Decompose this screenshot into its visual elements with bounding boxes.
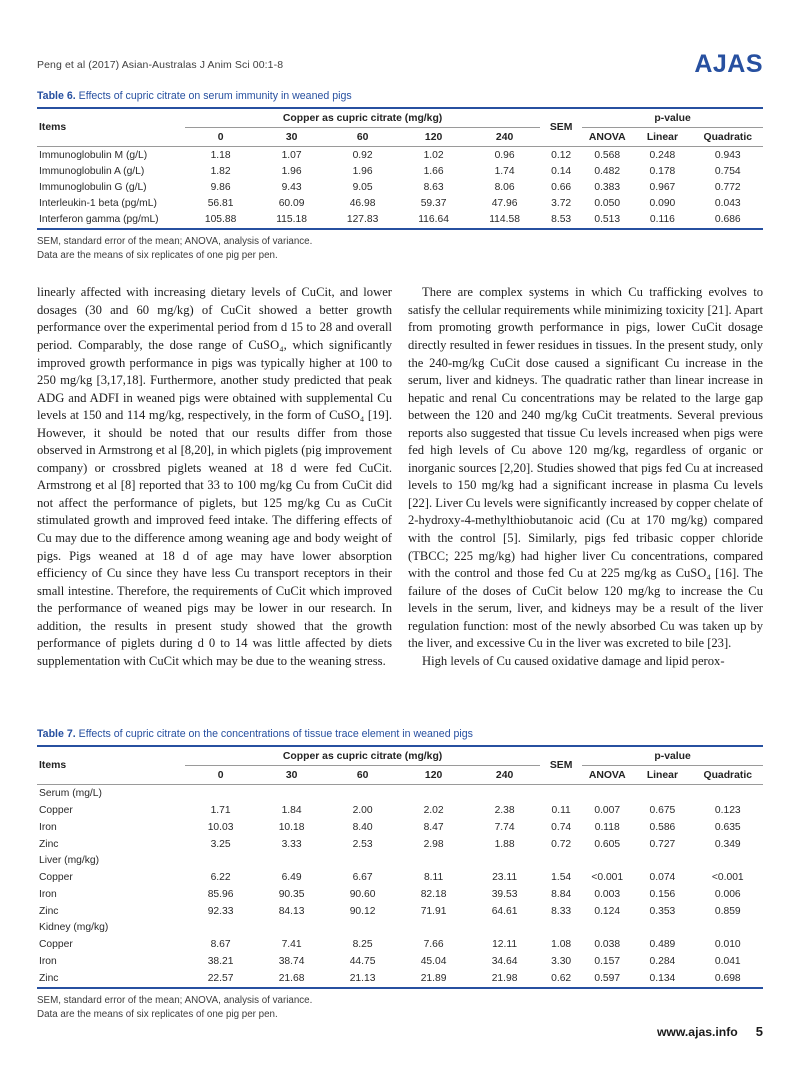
value-cell: 21.98 — [491, 972, 518, 984]
value-cell: 90.12 — [349, 905, 376, 917]
value-cell: 46.98 — [349, 198, 376, 210]
table7-header-row-1 — [37, 746, 763, 766]
table-group-row — [37, 852, 763, 869]
paragraph: There are complex systems in which Cu trafficking evolves to satisfy the cellular requirements while minimizing toxicity [21]. Apart from promoting growth performance in pigs, lower CuCit dosage directly resulted in fewer residues in tissues. In the present study, only the 240-mg/kg CuCit dose caused a significant Cu increase in the serum, liver and kidneys. The quadratic rather than linear increase in hepatic and renal Cu concentrations may be related to the large gap between the 120 and 240 mg/kg CuCit treatments. Several previous reports also suggested that tissue Cu levels increased when pigs were fed high levels of Cu above 120 mg/kg, regardless of organic or inorganic sources [2,20]. Studies showed that pigs fed Cu at increased levels to 150 mg/kg had a significant increase in plasma Cu levels [22]. Liver Cu levels were significantly increased by copper chelate of 2-hydroxy-4-methylthiobutanoic acid (Cu at 170 mg/kg) compared with the control [5]. Similarly, pigs fed tribasic copper chloride (TBCC; 225 mg/kg) had higher liver Cu concentrations, compared with the control and those fed Cu at 225 mg/kg as CuSO₄ [16]. The failure of the doses of CuCit below 120 mg/kg to increase the Cu levels in the serum, liver, and kidneys may be a result of the liver regulation function: most of the newly absorbed Cu was taken up by the liver, and excessive Cu in the liver was excreted to bile [23]. — [408, 285, 763, 651]
value-cell: 0.353 — [649, 905, 676, 917]
value-cell: 0.92 — [352, 149, 373, 161]
value-cell: 0.72 — [551, 838, 572, 850]
value-cell: 1.96 — [281, 165, 302, 177]
value-cell: 1.71 — [210, 805, 231, 817]
value-cell: 0.284 — [649, 956, 676, 968]
value-cell: 1.18 — [210, 149, 231, 161]
value-cell: 22.57 — [207, 972, 234, 984]
value-cell: 7.74 — [494, 821, 515, 833]
value-cell: 7.41 — [281, 939, 302, 951]
column-header-linear: Linear — [632, 128, 692, 147]
table-row — [37, 196, 763, 212]
column-header-dose-0: 0 — [185, 766, 256, 785]
value-cell: 21.89 — [420, 972, 447, 984]
value-cell: 0.010 — [714, 939, 741, 951]
column-header-sem: SEM — [540, 746, 582, 785]
value-cell: 8.40 — [352, 821, 373, 833]
row-label: Interferon gamma (pg/mL) — [39, 214, 159, 226]
column-header-items: Items — [37, 108, 185, 147]
paragraph: linearly affected with increasing dietary levels of CuCit, and lower dosages (30 and 60 mg/kg) of CuCit showed a better growth performance over the experimental period from d 15 to 28 and overall period. Comparably, the dose range of CuSO₄, which significantly improved growth performance in pigs was typically higher at 100 to 250 mg/kg [3,17,18]. Furthermore, another study predicted that peak ADG and ADFI in weaned pigs were obtained with supplemental Cu levels at 150 and 114 mg/kg, respectively, in the form of CuSO₄ [19]. However, it should be noted that our results differ from those observed in Armstrong et al [8,20], in which piglets (pig improvement company) or crossbred piglets weaned at 18 d were fed CuCit. Armstrong et al [8] reported that 33 to 100 mg/kg Cu from CuCit did not affect the performance of piglets, but 125 mg/kg Cu as CuCit stimulated growth and improved feed intake. The differing effects of Cu may due to the difference among weaning age and body weight of pigs. Pigs weaned at 18 d of age may have lower absorption efficiency of Cu since they have less Cu transport receptors in their small intestine. Therefore, the requirements of CuCit which improved the performance of weaned pigs may be lower in our research. In addition, the results in present study showed that the growth performance of piglets during d 0 to 14 was little affected by diets supplementation with CuCit which may be due to the weaning stress. — [37, 285, 392, 668]
value-cell: 0.11 — [551, 805, 571, 817]
value-cell: 0.727 — [649, 838, 676, 850]
column-group-pvalue: p-value — [582, 746, 763, 766]
value-cell: 90.35 — [278, 888, 305, 900]
row-label: Copper — [39, 939, 73, 951]
value-cell: 6.49 — [281, 872, 302, 884]
value-cell: 0.754 — [714, 165, 741, 177]
value-cell: 0.248 — [649, 149, 676, 161]
table6-caption-text: Effects of cupric citrate on serum immunity in weaned pigs — [78, 90, 352, 102]
value-cell: 0.118 — [594, 821, 620, 833]
value-cell: 0.568 — [594, 149, 621, 161]
value-cell: 3.33 — [281, 838, 302, 850]
value-cell: 0.090 — [649, 198, 676, 210]
table6-label: Table 6. — [37, 90, 76, 102]
value-cell: 8.53 — [551, 214, 572, 226]
row-label: Zinc — [39, 905, 59, 917]
value-cell: 47.96 — [491, 198, 518, 210]
row-label: Zinc — [39, 972, 59, 984]
value-cell: 0.116 — [649, 214, 675, 226]
value-cell: 1.02 — [423, 149, 444, 161]
table-row — [37, 163, 763, 179]
value-cell: 1.96 — [352, 165, 373, 177]
column-header-quadratic: Quadratic — [693, 766, 763, 785]
value-cell: 114.58 — [489, 214, 520, 226]
value-cell: 38.21 — [207, 956, 234, 968]
value-cell: 39.53 — [491, 888, 518, 900]
value-cell: 0.050 — [594, 198, 621, 210]
value-cell: 34.64 — [491, 956, 518, 968]
footnote-line: SEM, standard error of the mean; ANOVA, analysis of variance. — [37, 994, 313, 1006]
value-cell: 8.25 — [352, 939, 373, 951]
row-label: Immunoglobulin A (g/L) — [39, 165, 145, 177]
table6 — [37, 107, 763, 230]
table7-caption-text: Effects of cupric citrate on the concentrations of tissue trace element in weaned pigs — [78, 728, 473, 741]
value-cell: 0.605 — [594, 838, 621, 850]
value-cell: 9.05 — [352, 181, 373, 193]
page-number: 5 — [755, 1024, 763, 1039]
value-cell: 8.33 — [551, 905, 572, 917]
value-cell: 0.74 — [551, 821, 572, 833]
value-cell: 0.038 — [594, 939, 621, 951]
table7-label: Table 7. — [37, 728, 76, 741]
value-cell: 1.08 — [551, 939, 572, 951]
value-cell: 0.156 — [649, 888, 676, 900]
value-cell: 0.698 — [714, 972, 741, 984]
value-cell: 8.11 — [423, 872, 444, 884]
value-cell: 0.635 — [714, 821, 741, 833]
column-header-sem: SEM — [540, 108, 582, 147]
table-row — [37, 836, 763, 853]
value-cell: 64.61 — [491, 905, 518, 917]
value-cell: 3.25 — [210, 838, 231, 850]
column-header-dose-240: 240 — [469, 128, 540, 147]
value-cell: 0.62 — [551, 972, 572, 984]
column-header-anova: ANOVA — [582, 128, 632, 147]
column-header-dose-240: 240 — [469, 766, 540, 785]
value-cell: 90.60 — [349, 888, 376, 900]
table-row — [37, 970, 763, 988]
table6-caption — [37, 90, 763, 102]
table-row — [37, 936, 763, 953]
value-cell: 8.47 — [423, 821, 444, 833]
value-cell: 85.96 — [207, 888, 234, 900]
row-label: Copper — [39, 872, 73, 884]
column-header-dose-0: 0 — [185, 128, 256, 147]
value-cell: 0.66 — [551, 181, 572, 193]
value-cell: 0.003 — [594, 888, 621, 900]
journal-logo: AJAS — [694, 50, 763, 78]
value-cell: 0.513 — [594, 214, 621, 226]
page-footer — [657, 1024, 763, 1039]
value-cell: 38.74 — [278, 956, 305, 968]
row-label: Zinc — [39, 838, 59, 850]
value-cell: 6.22 — [210, 872, 231, 884]
table7-caption — [37, 728, 763, 740]
value-cell: 0.597 — [594, 972, 621, 984]
group-label: Serum (mg/L) — [39, 788, 102, 800]
value-cell: 0.686 — [714, 214, 741, 226]
value-cell: 60.09 — [278, 198, 305, 210]
value-cell: 9.43 — [281, 181, 302, 193]
value-cell: 116.64 — [418, 214, 449, 226]
value-cell: 2.53 — [352, 838, 373, 850]
table-row — [37, 953, 763, 970]
group-label: Liver (mg/kg) — [39, 855, 100, 867]
table6-footnotes — [37, 235, 763, 263]
table-row — [37, 903, 763, 920]
value-cell: <0.001 — [591, 872, 624, 884]
paragraph: High levels of Cu caused oxidative damage and lipid perox- — [422, 653, 725, 668]
value-cell: 44.75 — [349, 956, 376, 968]
value-cell: 21.13 — [349, 972, 376, 984]
value-cell: 12.11 — [492, 939, 518, 951]
value-cell: 59.37 — [420, 198, 447, 210]
value-cell: 0.482 — [594, 165, 621, 177]
column-header-dose-120: 120 — [398, 128, 469, 147]
value-cell: 0.006 — [714, 888, 741, 900]
table7 — [37, 745, 763, 988]
row-label: Immunoglobulin G (g/L) — [39, 181, 147, 193]
value-cell: 1.88 — [494, 838, 515, 850]
value-cell: 105.88 — [204, 214, 237, 226]
value-cell: 1.54 — [551, 872, 572, 884]
table-row — [37, 147, 763, 164]
value-cell: 1.82 — [210, 165, 231, 177]
value-cell: 3.72 — [551, 198, 572, 210]
value-cell: 0.14 — [551, 165, 572, 177]
value-cell: 0.157 — [594, 956, 621, 968]
body-right-column — [408, 284, 763, 708]
value-cell: 0.96 — [494, 149, 515, 161]
column-header-dose-30: 30 — [256, 766, 327, 785]
value-cell: 2.38 — [494, 805, 515, 817]
value-cell: 10.03 — [207, 821, 234, 833]
page-header — [37, 52, 763, 77]
column-header-anova: ANOVA — [582, 766, 632, 785]
group-label: Kidney (mg/kg) — [39, 922, 109, 934]
value-cell: 0.007 — [594, 805, 621, 817]
row-label: Iron — [39, 888, 57, 900]
value-cell: 23.11 — [492, 872, 518, 884]
column-group-copper: Copper as cupric citrate (mg/kg) — [185, 746, 540, 766]
value-cell: 0.586 — [649, 821, 676, 833]
column-header-dose-60: 60 — [327, 128, 398, 147]
value-cell: 82.18 — [420, 888, 447, 900]
value-cell: 0.178 — [649, 165, 676, 177]
value-cell: 8.67 — [210, 939, 231, 951]
column-group-copper: Copper as cupric citrate (mg/kg) — [185, 108, 540, 128]
value-cell: 115.18 — [276, 214, 307, 226]
table-row — [37, 212, 763, 229]
table-row — [37, 802, 763, 819]
value-cell: 0.041 — [714, 956, 741, 968]
table7-footnotes — [37, 994, 763, 1022]
row-label: Copper — [39, 805, 73, 817]
footnote-line: Data are the means of six replicates of one pig per pen. — [37, 1008, 278, 1020]
column-header-dose-60: 60 — [327, 766, 398, 785]
value-cell: 6.67 — [352, 872, 373, 884]
row-label: Interleukin-1 beta (pg/mL) — [39, 198, 157, 210]
column-header-linear: Linear — [632, 766, 692, 785]
value-cell: 127.83 — [346, 214, 379, 226]
table6-header-row-1 — [37, 108, 763, 128]
row-label: Iron — [39, 956, 57, 968]
value-cell: 45.04 — [420, 956, 447, 968]
table-row — [37, 886, 763, 903]
value-cell: 0.383 — [594, 181, 621, 193]
value-cell: 1.84 — [281, 805, 302, 817]
column-header-dose-30: 30 — [256, 128, 327, 147]
value-cell: 2.98 — [423, 838, 444, 850]
value-cell: 0.859 — [714, 905, 741, 917]
table-group-row — [37, 920, 763, 937]
body-text — [37, 284, 763, 708]
value-cell: 71.91 — [420, 905, 447, 917]
value-cell: 0.349 — [714, 838, 741, 850]
value-cell: 0.123 — [714, 805, 741, 817]
footnote-line: SEM, standard error of the mean; ANOVA, analysis of variance. — [37, 235, 313, 247]
value-cell: <0.001 — [711, 872, 744, 884]
journal-url[interactable]: www.ajas.info — [656, 1025, 738, 1039]
value-cell: 8.06 — [494, 181, 515, 193]
value-cell: 2.02 — [423, 805, 444, 817]
table-row — [37, 819, 763, 836]
value-cell: 0.675 — [649, 805, 676, 817]
footnote-line: Data are the means of six replicates of one pig per pen. — [37, 250, 278, 262]
table-row — [37, 179, 763, 195]
column-header-dose-120: 120 — [398, 766, 469, 785]
value-cell: 1.07 — [281, 149, 302, 161]
value-cell: 9.86 — [210, 181, 231, 193]
header-citation: Peng et al (2017) Asian-Australas J Anim Sci 00:1-8 — [37, 58, 284, 71]
value-cell: 0.043 — [714, 198, 741, 210]
value-cell: 0.134 — [649, 972, 676, 984]
value-cell: 8.63 — [423, 181, 444, 193]
value-cell: 7.66 — [423, 939, 444, 951]
table-row — [37, 869, 763, 886]
value-cell: 0.772 — [714, 181, 741, 193]
value-cell: 1.66 — [423, 165, 444, 177]
value-cell: 8.84 — [551, 888, 572, 900]
value-cell: 0.124 — [594, 905, 621, 917]
table-group-row — [37, 785, 763, 802]
column-header-items: Items — [37, 746, 185, 785]
column-header-quadratic: Quadratic — [693, 128, 763, 147]
value-cell: 2.00 — [352, 805, 373, 817]
value-cell: 0.943 — [714, 149, 741, 161]
value-cell: 0.12 — [551, 149, 572, 161]
value-cell: 1.74 — [494, 165, 515, 177]
row-label: Immunoglobulin M (g/L) — [39, 149, 148, 161]
value-cell: 0.074 — [649, 872, 676, 884]
value-cell: 0.489 — [649, 939, 676, 951]
value-cell: 84.13 — [278, 905, 305, 917]
value-cell: 92.33 — [207, 905, 234, 917]
row-label: Iron — [39, 821, 57, 833]
value-cell: 3.30 — [551, 956, 572, 968]
value-cell: 21.68 — [278, 972, 305, 984]
value-cell: 56.81 — [207, 198, 234, 210]
body-left-column — [37, 284, 392, 708]
value-cell: 0.967 — [649, 181, 676, 193]
column-group-pvalue: p-value — [582, 108, 763, 128]
value-cell: 10.18 — [278, 821, 305, 833]
